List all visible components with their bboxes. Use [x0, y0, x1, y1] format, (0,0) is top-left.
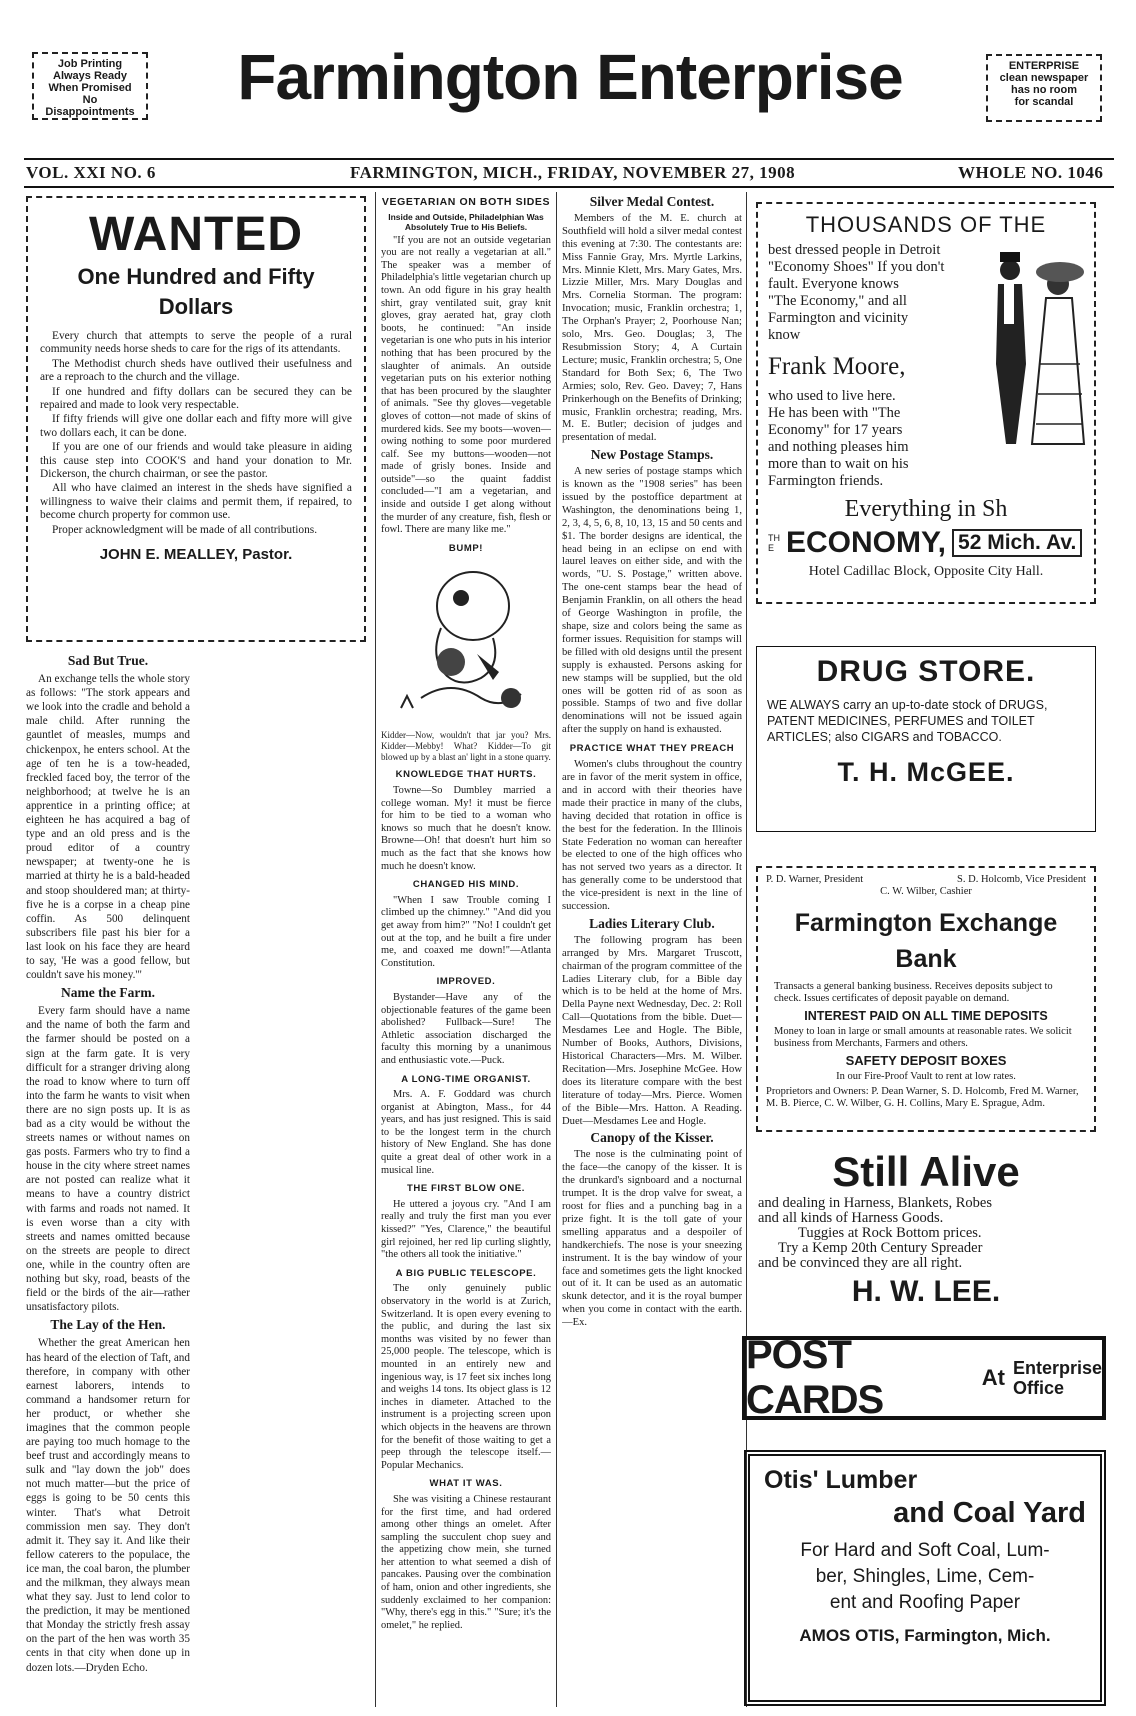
postcards-office-line: Enterprise [1012, 1358, 1102, 1378]
ad-name: Frank Moore, [768, 353, 906, 380]
ad-line: He has been with "The [768, 405, 901, 421]
article-body: Women's clubs throughout the country are in favor of the merit system in office, and in accord with their theories have made their practice in many of the clubs, having decided that rotation in office is the best for the federation. In the Illinois State Federation no woman can hereafter be elected to one of the high offices who has not served two years as a director. It has generally come to be understood that the vice-president is next in the line of succession. [562, 759, 742, 913]
article-title: A BIG PUBLIC TELESCOPE. [395, 1267, 537, 1279]
ad-line: Economy" for 17 years [768, 422, 903, 438]
ad-line: and all kinds of Harness Goods. [758, 1210, 944, 1226]
ad-line: Try a Kemp 20th Century Spreader [778, 1240, 983, 1256]
article-title: PRACTICE WHAT THEY PREACH [569, 743, 735, 755]
whole-number: WHOLE NO. 1046 [958, 163, 1104, 182]
bank-ad [756, 866, 1096, 1132]
bank-description: Transacts a general banking business. Receives deposits subject to check. Issues certificates of deposit payable on demand. [774, 980, 1053, 1005]
bank-vault: In our Fire-Proof Vault to rent at low rates. [836, 1071, 1016, 1083]
article-body: A new series of postage stamps which is known as the "1908 series" has been issued by the postoffice department at Washington, the denominations being 1, 2, 3, 4, 5, 6, 8, 10, 13, 15 and 50 cents and $1. The border designs are identical, the head being in an eclipse on end with laurel leaves on either side, and with the words, "U. S. Postage," written above. The one-cent stamps bear the head of Benjamin Franklin, on all others the head of George Washington in profile, the shape, size and colors being the same as former issues. Requisition for stamps will be filled with old designs until the present supply is exhausted. Persons asking for new stamps will be supplied, but the old ones will be gotten rid of as soon as possible. Stamps of two and five dollar denominations will not be issued again after the supply on hand is exhausted. [562, 466, 742, 736]
article-title: IMPROVED. [436, 976, 496, 988]
column-1 [26, 650, 366, 1710]
ad-everything: Everything in Sh [844, 496, 1008, 522]
article-body: Whether the great American hen has heard of the election of Taft, and therefore, in company with other earnest laborers, intends to command a handsomer return for her product, or whether she imagines that the common people are paying too much homage to the beef trust and accordingly means to sulk and "lay down the job" does not much matter—but the price of eggs is going to be 50 cents this winter. That's what Detroit commission men say. They don't admit it. They say it. And like their fellow caterers to the populace, the ice man, the coal baron, the plumber and the milkman, they always mean what they say. Just to lend color to the prediction, it may be mentioned that Monday the strictly fresh assay on the part of the hen was worth 35 cents in that city when done up in dozen lots.—Dryden Echo. [26, 1337, 190, 1674]
ad-headline: DRUG STORE. [816, 655, 1036, 688]
ad-footer: AMOS OTIS, Farmington, Mich. [799, 1626, 1051, 1645]
article-body: She was visiting a Chinese restaurant for the first time, and had ordered among other things an omelet. After sampling the succulent chop suey and the appetizing chow mein, she turned her attention to what seemed a dish of pancakes. Pausing over the combination of ham, onion and other ingredients, she suddenly exclaimed to her companion: "Why, there's egg in this." "Sure; it's the omelet," he replied. [381, 1493, 551, 1631]
bank-vice-president: S. D. Holcomb, Vice President [957, 874, 1086, 885]
article-title: New Postage Stamps. [590, 447, 714, 463]
cartoon-title: BUMP! [448, 542, 484, 554]
article-title: Silver Medal Contest. [589, 196, 715, 209]
article-body: The only genuinely public observatory in the world is at Zurich, Switzerland. It is open every evening to the public, and during the last six months was visited by no fewer than 25,000 people. The telescope, which is mounted in an entirely new and ingenious way, is 17 feet six inches long and weighs 14 tons. Its object glass is 12 inches in diameter. Attached to the instrument is a projecting screen upon which objects in the heavens are thrown for the benefit of those waiting to get a peep through the telescope itself.—Popular Mechanics. [381, 1283, 551, 1471]
bump-cartoon-illustration [381, 558, 549, 728]
bank-safety: SAFETY DEPOSIT BOXES [845, 1052, 1007, 1068]
ear-line: has no room [1010, 84, 1077, 96]
wanted-paragraph: If one hundred and fifty dollars can be secured they can be repaired and made to look very respectable. [40, 385, 352, 412]
newspaper-title: Farmington Enterprise [237, 41, 903, 113]
article-title: Canopy of the Kisser. [590, 1130, 714, 1146]
dateline: FARMINGTON, MICH., FRIDAY, NOVEMBER 27, 1908 [350, 163, 796, 182]
ad-line: ent and Roofing Paper [829, 1592, 1021, 1613]
wanted-signature: JOHN E. MEALLEY, Pastor. [99, 546, 293, 564]
wanted-paragraph: All who have claimed an interest in the sheds have signified a willingness to waive their claims and permit them, if repaired, to become church property for common use. [40, 482, 352, 522]
wanted-notice [26, 196, 366, 642]
column-2 [381, 196, 551, 1708]
article-title: Sad But True. [67, 653, 149, 668]
article-title: Name the Farm. [60, 985, 156, 1001]
bank-interest: INTEREST PAID ON ALL TIME DEPOSITS [804, 1008, 1048, 1023]
right-ear-box [986, 54, 1102, 122]
ad-line: ber, Shingles, Lime, Cem- [815, 1566, 1035, 1587]
wanted-paragraph: If you are one of our friends and would take pleasure in aiding this cause step into COOK'S and hand your donation to Mr. Dickerson, the church chairman, or see the pastor. [40, 441, 352, 481]
article-body: Bystander—Have any of the objectionable features of the game been abolished? Fullback—Sure! The Athletic association discharged the faculty this morning by a unanimous and enthusiastic vote.—Puck. [381, 991, 551, 1066]
ad-headline: THOUSANDS OF THE [805, 212, 1047, 237]
masthead-rule-bottom [24, 186, 1114, 188]
cartoon-caption: Kidder—Now, wouldn't that jar you? Mrs. Kidder—Mebby! What? Kidder—To git blowed up by a blast an' light in a stone quarry. [381, 730, 551, 763]
article-title: WHAT IT WAS. [429, 1478, 503, 1490]
article-title: VEGETARIAN ON BOTH SIDES [381, 196, 551, 208]
article-body: Every farm should have a name and the name of both the farm and the farmer should be posted on a sign at the farm gate. It is very difficult for a stranger driving along the road to know where to turn off into the farm he wants to visit when there are no sign posts up. It is as bad as a city would be without the streets names or without names on gas posts. Farmers who try to find a house in the city where street names are not posted can realize what it means to have a country district with farms and roads not named. It is even worse than a city with streets and names omitted because on the streets are people to direct one, while in the country often are nothing but sky, road, beasts of the field or the birds of the air—rather unsatisfactory pilots. [26, 1005, 190, 1314]
masthead-rule-top [24, 158, 1114, 160]
article-title: KNOWLEDGE THAT HURTS. [395, 769, 537, 781]
ad-headline: and Coal Yard [893, 1497, 1086, 1529]
drug-store-ad [756, 646, 1096, 832]
ear-line: Always Ready [53, 70, 127, 82]
article-body: He uttered a joyous cry. "And I am really and truly the first man you ever kissed?" "Yes, Clarence," the beautiful girl rejoined, her red lip curling slightly, "the others all took the initiative." [381, 1198, 551, 1261]
ear-line: ENTERPRISE [1008, 60, 1080, 72]
ear-line: for scandal [1014, 96, 1074, 108]
bank-proprietors: Proprietors and Owners: P. Dean Warner, S. D. Holcomb, Fred M. Warner, M. B. Pierce, C. W. Wilber, G. H. Collins, Mary E. Sprague, Adm. [766, 1085, 1079, 1110]
ad-hotel: Hotel Cadillac Block, Opposite City Hall. [808, 564, 1044, 579]
ad-line: "The Economy," and all [768, 293, 907, 309]
wanted-paragraph: The Methodist church sheds have outlived their usefulness and are a reproach to the church and the village. [40, 357, 352, 384]
ad-headline: Still Alive [832, 1148, 1020, 1195]
postcards-at: At [981, 1365, 1005, 1390]
wanted-paragraph: Proper acknowledgment will be made of all contributions. [52, 523, 318, 536]
ad-line: best dressed people in Detroit [768, 242, 941, 258]
ad-the-vertical: THE [768, 533, 780, 553]
ad-name: H. W. LEE. [851, 1275, 1001, 1308]
wanted-paragraph: Every church that attempts to serve the people of a rural community needs horse sheds to care for the rigs of its attendants. [40, 330, 352, 356]
article-body: An exchange tells the whole story as follows: "The stork appears and we look into the cradle and behold a male child. After running the gauntlet of measles, mumps and chickenpox, he enters school. At the age of ten he is a tow-headed, freckled faced boy, the terror of the neighborhood; at twelve he is an apprentice in a printing office; at eighteen he has acquired a bag of type and an old press and is the proud editor of a country newspaper; at twenty-one he is married at thirty he is a bald-headed and stoop shouldered man; at thirty-five he is a corpse in a cheap pine coffin. As 500 delinquent subscribers file past his bier for a last look on his face they are heard to say, 'He was a good fellow, but couldn't save his money.'" [26, 673, 190, 982]
article-title: Ladies Literary Club. [589, 915, 715, 931]
column-rule [375, 192, 376, 1707]
article-body: Mrs. A. F. Goddard was church organist at Abington, Mass., for 44 years, and has just resigned. This is said to be the longest term in the church history of New England. She has done quite a great deal of other work in a musical line. [381, 1089, 551, 1176]
ad-line: For Hard and Soft Coal, Lum- [800, 1540, 1050, 1561]
column-3 [562, 196, 742, 1708]
article-title: The Lay of the Hen. [50, 1317, 166, 1333]
ad-name: T. H. McGEE. [837, 757, 1015, 787]
column-4-notes [562, 1708, 563, 1709]
article-title: THE FIRST BLOW ONE. [406, 1183, 525, 1195]
ear-line: No Disappointments [45, 94, 135, 118]
ad-line: Farmington friends. [768, 473, 884, 489]
ear-line: clean newspaper [999, 72, 1089, 84]
ad-address: 52 Mich. Av. [952, 529, 1082, 557]
bank-loan: Money to loan in large or small amounts at reasonable rates. We solicit business from Merchants, Farmers and others. [774, 1026, 1072, 1050]
frank-moore-ad [756, 202, 1096, 604]
otis-lumber-ad [744, 1450, 1106, 1706]
column-rule [556, 192, 557, 1707]
article-body: The following program has been arranged by Mrs. Margaret Truscott, chairman of the program committee of the Ladies Literary club, for a Bible day which is to be held at the home of Mrs. Della Payne next Wednesday, Dec. 2: Roll Call—Quotations from the bible. Duet—Mesdames Lee and Hogle. The Bible, Number of Books, Authors, Divisions, Historical Characters—Mrs. M. Wilber. Recitation—Mrs. Josephine McGee. How does its literature compare with the best literature of today—Mrs. Pierce. Women of the Bible—Mrs. Hatton. A Reading. Duet—Mesdames Lee and Hogle. [562, 934, 742, 1127]
couple-illustration [980, 244, 1090, 464]
ear-line: Job Printing [57, 58, 123, 70]
ear-line: When Promised [48, 82, 132, 94]
ad-line: who used to live here. [768, 388, 896, 404]
postcards-headline: POST CARDS [746, 1336, 884, 1420]
post-cards-ad [742, 1336, 1106, 1420]
ad-line: "Economy Shoes" If you don't [768, 259, 945, 275]
wanted-subhead: One Hundred and Fifty Dollars [77, 264, 315, 319]
ad-line: fault. Everyone knows [768, 276, 899, 292]
ad-line: more than to wait on his [768, 456, 909, 472]
article-title: A LONG-TIME ORGANIST. [401, 1073, 531, 1085]
article-title: CHANGED HIS MIND. [412, 879, 520, 891]
ad-line: Farmington and vicinity [768, 310, 909, 326]
hw-lee-ad [744, 1142, 1108, 1320]
wanted-paragraph: If fifty friends will give one dollar each and fifty more will give two dollars each, it can be done. [40, 413, 352, 439]
article-body: The nose is the culminating point of the face—the canopy of the kisser. It is the drunkard's signboard and a nocturnal trumpet. It is the drop valve for sweat, a roost for flies and a punching bag in a prize fight. It is the toll gate of your smelling apparatus and a despoiler of handkerchiefs. The nose is your sneezing instrument. It is the bay window of your face and sometimes gets the light knocked out of it. It can be used as an automatic skunk detector, and it is the royal bumper when you come in contact with the earth.—Ex. [562, 1149, 742, 1329]
volume-number: VOL. XXI NO. 6 [26, 163, 156, 182]
article-body: Members of the M. E. church at Southfield will hold a silver medal contest this evening at 7:30. The contestants are: Miss Fannie Gray, Mrs. Myrtle Larkins, Mrs. Minnie Klett, Mrs. Mary Gates, Mrs. Lizzie Miller, Mrs. Mary Douglas and Mrs. Cornelia Storman. The program: Invocation; music, Franklin orchestra; 1, The Orphan's Prayer; 2, Poorhouse Nan; solo, Mrs. Geo. Douglas; 3, The Resubmission Story; 4, A Curtain Lecture; music, Franklin orchestra; 5, One Standard for Both Sex; 6, The Two Armies; solo, Rev. Geo. Davey; 7, Hans Prinkerhough on the Benefits of Drinking; music, Franklin orchestra; reading, Mrs. M. E. Butler; decision of judges and presentation of medal. [562, 212, 742, 444]
ad-line: and nothing pleases him [768, 439, 909, 455]
ad-text: WE ALWAYS carry an up-to-date stock of DRUGS, PATENT MEDICINES, PERFUMES and TOILET ARTICLES; also CIGARS and TOBACCO. [767, 698, 1048, 744]
article-body: "When I saw Trouble coming I climbed up the chimney." "And did you get away from him?" "No! I couldn't get out at the top, and he built a fire under me, and coaxed me down!"—Atlanta Constitution. [381, 894, 551, 969]
left-ear-box [32, 52, 148, 120]
ad-economy: ECONOMY, [786, 526, 947, 559]
bank-cashier: C. W. Wilber, Cashier [880, 886, 972, 898]
ad-headline: Otis' Lumber [764, 1466, 918, 1494]
bank-president: P. D. Warner, President [766, 874, 864, 885]
ad-line: Tuggies at Rock Bottom prices. [798, 1225, 982, 1241]
article-body: "If you are not an outside vegetarian you are not really a vegetarian at all." The speaker was a member of Philadelphia's little vegetarian church up town. An odd figure in his gray health shirt, gray ventilated suit, gray knit gloves, gray aerated hat, gray cloth boots, he continued: "An inside vegetarian is one who puts in his interior nothing that has been procured by the slaughter of animals. An outside vegetarian puts on his exterior nothing that has been procured by the slaughter of animals. "See thy gloves—vegetable gloves of cotton—not made of skins of murdered kids. See my boots—woven—owing nothing to some poor murdered calf. See my buttons—wooden—not made of grisly bones. Inside and outside"—so the quaint faddist concluded—"I am a vegetarian, and inside and outside I get along without the murder of any creature, fish, flesh or fowl. There are many like me." [381, 234, 551, 536]
ad-line: know [768, 327, 801, 343]
postcards-office-line: Office [1012, 1378, 1064, 1398]
wanted-headline: WANTED [89, 208, 303, 261]
ad-line: and be convinced they are all right. [758, 1255, 963, 1271]
bank-title: Farmington Exchange Bank [794, 908, 1058, 973]
ad-line: and dealing in Harness, Blankets, Robes [758, 1195, 992, 1211]
article-body: Towne—So Dumbley married a college woman. My! it must be fierce for him to be tied to a woman who knows so much that he doesn't know. Browne—Oh! that doesn't hurt him so much as the fact that she knows how much he doesn't know. [381, 785, 551, 872]
article-subtitle: Inside and Outside, Philadelphian Was Absolutely True to His Beliefs. [388, 211, 544, 232]
